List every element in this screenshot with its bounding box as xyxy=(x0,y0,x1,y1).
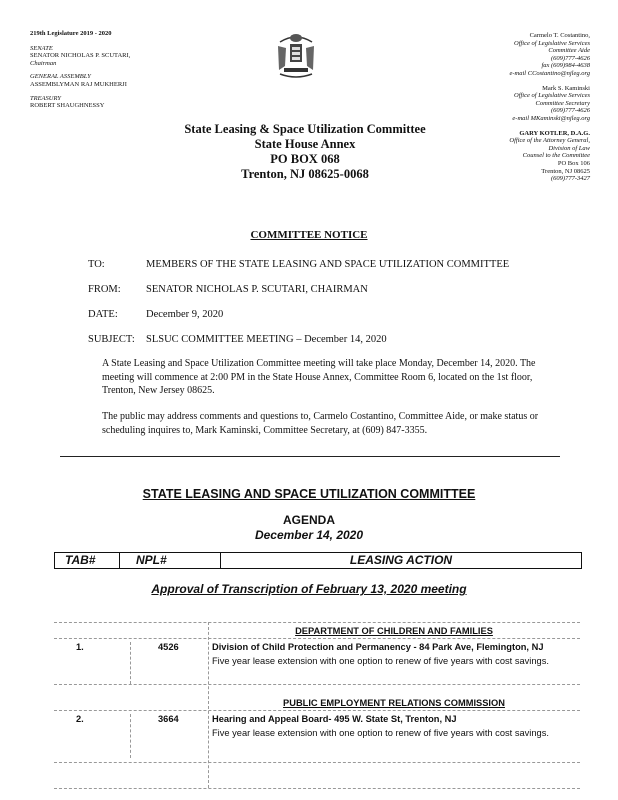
table-grid-line xyxy=(54,684,580,685)
table-grid-line xyxy=(54,762,580,763)
contact-secretary: Mark S. Kaminski Office of Legislative Services Committee Secretary (609)777-4626 e-mail MKaminski@njleg.org xyxy=(512,84,590,122)
contact-aide: Carmelo T. Costantino, Office of Legislative Services Committee Aide (609)777-4626 fax (609)984-4638 e-mail CCostantino@njleg.org xyxy=(509,32,590,77)
contact-counsel: GARY KOTLER, D.A.G. Office of the Attorney General, Division of Law Counsel to the Committee PO Box 106 Trenton, NJ 08625 (609)777-3427 xyxy=(509,129,590,183)
agenda-committee-title: STATE LEASING AND SPACE UTILIZATION COMMITTEE xyxy=(142,487,476,501)
table-row-npl: 4526 xyxy=(158,642,179,652)
col-npl: NPL# xyxy=(120,553,221,568)
table-row-tab: 2. xyxy=(76,714,84,724)
table-grid-line xyxy=(54,710,580,711)
notice-title: COMMITTEE NOTICE xyxy=(250,229,368,241)
from-row: FROM: SENATOR NICHOLAS P. SCUTARI, CHAIRMAN xyxy=(88,284,368,295)
table-row-npl: 3664 xyxy=(158,714,179,724)
table-row-title: Division of Child Protection and Permanency - 84 Park Ave, Flemington, NJ xyxy=(212,642,544,652)
department-heading: DEPARTMENT OF CHILDREN AND FAMILIES xyxy=(295,626,493,636)
right-column xyxy=(440,32,590,190)
date-row: DATE: December 9, 2020 xyxy=(88,309,224,320)
senate-member: SENATE SENATOR NICHOLAS P. SCUTARI, Chairman xyxy=(30,44,131,67)
table-grid-line xyxy=(54,622,580,623)
department-heading: PUBLIC EMPLOYMENT RELATIONS COMMISSION xyxy=(283,698,505,708)
divider xyxy=(60,456,560,457)
table-row-title: Hearing and Appeal Board- 495 W. State St, Trenton, NJ xyxy=(212,714,457,724)
table-grid-line xyxy=(54,638,580,639)
table-row-description: Five year lease extension with one option to renew of five years with cost savings. xyxy=(212,656,549,666)
table-grid-line xyxy=(54,788,580,789)
col-tab: TAB# xyxy=(55,553,120,568)
agenda-date: December 14, 2020 xyxy=(254,528,364,542)
agenda-table-header xyxy=(54,552,582,569)
approval-item: Approval of Transcription of February 13, 2020 meeting xyxy=(151,582,467,596)
assembly-member: GENERAL ASSEMBLY ASSEMBLYMAN RAJ MUKHERJI xyxy=(30,73,127,88)
table-grid-line xyxy=(130,714,131,758)
table-row-tab: 1. xyxy=(76,642,84,652)
meeting-paragraph: A State Leasing and Space Utilization Committee meeting will take place Monday, December 14, 2020. The meeting will commence at 2:00 PM in the State House Annex, Committee Room 6, located on the 1st floor, Trenton, New Jersey 08625. xyxy=(102,358,536,396)
treasury-member: TREASURY ROBERT SHAUGHNESSY xyxy=(30,94,105,110)
committee-address-header: State Leasing & Space Utilization Committee State House Annex PO BOX 068 Trenton, NJ 08625-0068 xyxy=(184,122,426,181)
agenda-table xyxy=(54,622,580,790)
subject-row: SUBJECT: SLSUC COMMITTEE MEETING – December 14, 2020 xyxy=(88,334,387,345)
legislature-session: 219th Legislature 2019 - 2020 xyxy=(30,30,112,37)
public-comment-paragraph: The public may address comments and questions to, Carmelo Costantino, Committee Aide, or make status or scheduling inquires to, Mark Kaminski, Committee Secretary, at (609) 847-3355. xyxy=(102,411,539,436)
agenda-title: AGENDA xyxy=(282,513,335,527)
state-seal-icon xyxy=(270,30,322,82)
left-column xyxy=(30,30,150,116)
col-leasing-action: LEASING ACTION xyxy=(349,553,453,567)
to-row: TO: MEMBERS OF THE STATE LEASING AND SPACE UTILIZATION COMMITTEE xyxy=(88,259,510,270)
table-grid-line xyxy=(130,642,131,684)
table-row-description: Five year lease extension with one option to renew of five years with cost savings. xyxy=(212,728,549,738)
